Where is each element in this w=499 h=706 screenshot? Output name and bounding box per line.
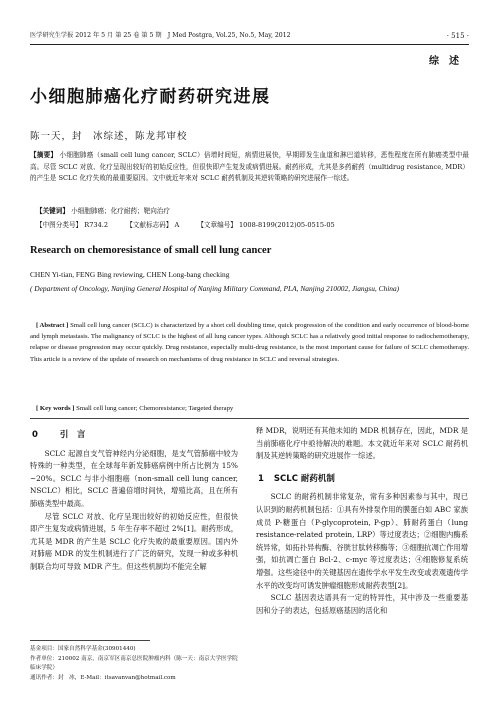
keywords-cn-text: 小细胞肺癌；化疗耐药；靶向治疗 [71, 207, 170, 215]
body-paragraph: 尽管 SCLC 对放、化疗呈现出较好的初始反应性，但很快即产生复发或病情进展，5 年生存率不超过 2%[1]。耐药形成，尤其是 MDR 的产生是 SCLC 化疗失败的最重要原因。国内外对肺癌 MDR 的发生机制进行了广泛的研究，发现一种或多种机制联合均可导致 MDR 产生。但这些机制均不能完全解 [30, 511, 238, 571]
english-affiliation: ( Department of Oncology, Nanjing General Hospital of Nanjing Military Command, PLA, Nanjing 210002, Jiangsu, China) [30, 284, 400, 293]
doc-code: 【文献标志码】 A [126, 221, 180, 229]
body-column-left [30, 425, 238, 574]
english-abstract [30, 320, 469, 365]
article-id: 【文章编号】 1008-8199(2012)05-0515-05 [197, 221, 335, 229]
footnote [30, 645, 238, 683]
body-paragraph: SCLC 起源自支气管神经内分泌细胞，是支气管肺癌中较为特殊的一种类型，在全球每年新发肺癌病例中所占比例为 15% ~20%。SCLC 与非小细胞癌（non-small cell lung cancer, NSCLC）相比，SCLC 普遍倍增时间快，增殖比高，且在所有肺癌类型中最高。 [30, 448, 238, 508]
footnote-fund: 基金项目：国家自然科学基金(30901440) [30, 646, 136, 652]
section-number: 0 [32, 430, 38, 440]
abstract-divider [30, 418, 469, 419]
footnote-unit: 作者单位：210002 南京，南京军区南京总医院肿瘤内科（陈一天：南京大学医学院临床学院） [30, 655, 238, 672]
section-heading-intro [32, 429, 238, 442]
footnote-contact: 通讯作者：封 冰，E-Mail：itsavanvan@hotmail.com [30, 674, 176, 681]
page-number: · 515 · [446, 32, 469, 40]
english-title: Research on chemoresistance of small cell lung cancer [30, 245, 272, 256]
keywords-cn-label: 【关键词】 [36, 207, 69, 215]
body-column-right [256, 425, 468, 617]
body-paragraph: SCLC 基因表达谱具有一定的特异性，其中涉及一些重要基因和分子的表达，包括原癌基因的活化和 [256, 593, 468, 615]
footnote-rule [30, 640, 150, 641]
article-title: 小细胞肺癌化疗耐药研究进展 [30, 87, 271, 107]
body-paragraph: SCLC 的耐药机制非常复杂，常有多种因素参与其中，现已认识到的耐药机制包括：①具有外排泵作用的膜蛋白如 ABC 家族成员 P-糖蛋白（P-glycoprotein, P-gp）、肺耐药蛋白（lung resistance-related protein, LRP）等过度表达；②细胞内酶系统异常，如拓扑异构酶、谷胱甘肽转移酶等；③细胞抗凋亡作用增强，如抗凋亡蛋白 Bcl-2、c-myc 等过度表达；④细胞修复系统增强。这些途径中的关键基因在遗传学水平发生改变或表观遗传学水平的改变均可诱发肿瘤细胞形成耐药表型[2]。 [256, 492, 468, 590]
section-heading-mechanism [258, 473, 468, 486]
abstract-cn-label: 【摘要】 [30, 151, 58, 159]
english-keywords [36, 405, 233, 412]
english-keywords-text: Small cell lung cancer; Chemoresistance; Targeted therapy [76, 405, 234, 412]
section-number: 1 [258, 473, 264, 484]
keywords-cn [36, 205, 170, 215]
header-rule [30, 44, 469, 45]
english-keywords-label: [ Key words ] [36, 405, 75, 412]
abstract-cn [30, 150, 469, 185]
english-abstract-label: [ Abstract ] [36, 322, 69, 329]
article-authors: 陈一天，封 冰综述，陈龙邦审校 [30, 131, 188, 142]
english-authors: CHEN Yi-tian, FENG Bing reviewing, CHEN Long-bang checking [30, 270, 230, 279]
journal-citation: 医学研究生学报 2012 年 5 月 第 25 卷 第 5 期 J Med Postgra, Vol.25, No.5, May, 2012 [30, 32, 291, 39]
running-header [30, 30, 469, 42]
english-abstract-text: Small cell lung cancer (SCLC) is characterized by a short cell doubling time, quick progression of the condition and early occurrence of blood-borne and lymph metastasis. The malignancy of SCLC is the highest of all lung cancer types. Although SCLC has a relatively good initial response to radiochemotherapy, relapse or disease progression may occur quickly. Drug resistance, especially multi-drug resistance, is the most important cause for failure of SCLC chemotherapy. This article is a review of the update of research on mechanisms of drug resistance in SCLC and reversal strategies. [30, 322, 469, 363]
section-tag: 综述 [429, 56, 469, 67]
section-title: 引 言 [59, 430, 86, 440]
body-paragraph: 释 MDR，说明还有其他未知的 MDR 机制存在，因此，MDR 是当前肺癌化疗中亟待解决的难题。本文就近年来对 SCLC 耐药机制及其逆转策略的研究进展作一综述。 [256, 426, 468, 461]
clc-number: 【中图分类号】 R734.2 [36, 221, 109, 229]
section-title: SCLC 耐药机制 [273, 473, 335, 484]
abstract-cn-text: 小细胞肺癌（small cell lung cancer, SCLC）倍增时间短，病情进展快，早期即发生血道和淋巴道转移，恶性程度在所有肺癌类型中最高。尽管 SCLC 对放、化疗呈现出较好的初始反应性，但很快即产生复发或病情进展。耐药形成，尤其是多药耐药（multidrug resistance, MDR）的产生是 SCLC 化疗失败的最重要原因。文中就近年来对 SCLC 耐药机制及其逆转策略的研究进展作一综述。 [30, 151, 470, 183]
article-meta [36, 219, 351, 229]
